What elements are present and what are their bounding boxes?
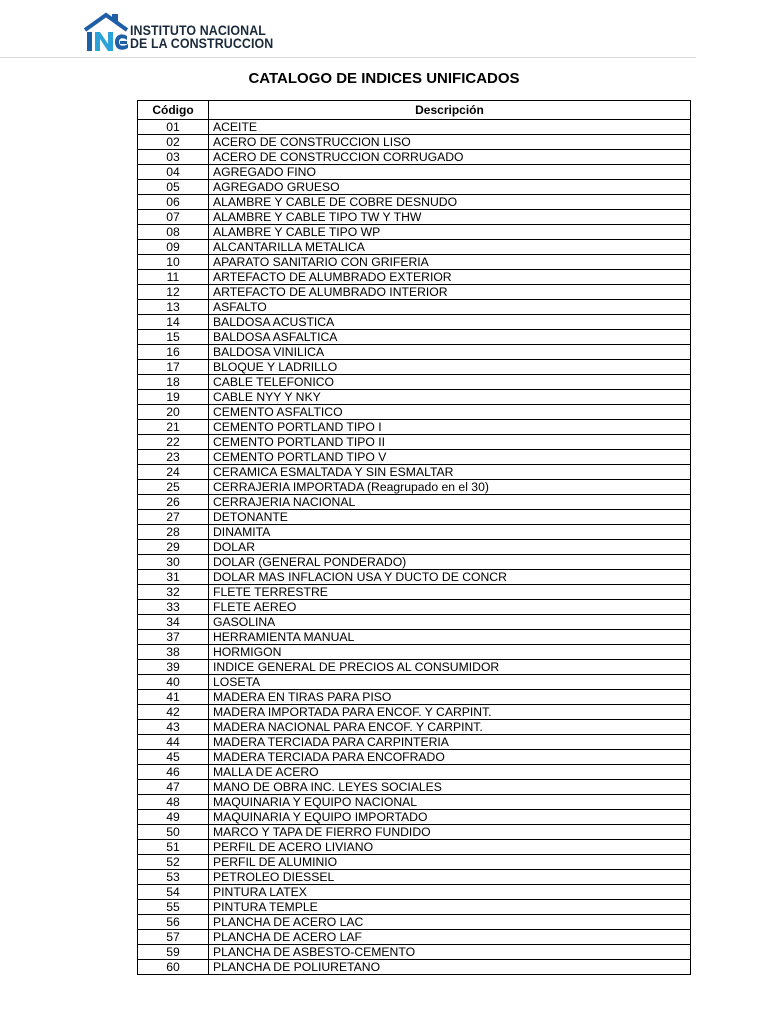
row-code: 57 [138,930,209,945]
row-description: CEMENTO PORTLAND TIPO V [209,450,691,465]
table-row [138,825,691,840]
table-row [138,660,691,675]
table-row [138,525,691,540]
column-header-code: Código [138,101,209,120]
table-row [138,375,691,390]
row-code: 14 [138,315,209,330]
table-row [138,435,691,450]
row-code: 17 [138,360,209,375]
organization-name-line1: INSTITUTO NACIONAL [130,23,266,38]
row-description: MADERA IMPORTADA PARA ENCOF. Y CARPINT. [209,705,691,720]
row-description: CABLE TELEFONICO [209,375,691,390]
row-description: MALLA DE ACERO [209,765,691,780]
table-row [138,840,691,855]
indices-table [137,100,691,975]
row-code: 26 [138,495,209,510]
row-description: MANO DE OBRA INC. LEYES SOCIALES [209,780,691,795]
row-code: 45 [138,750,209,765]
table-row [138,495,691,510]
row-description: PINTURA LATEX [209,885,691,900]
row-code: 31 [138,570,209,585]
table-row [138,420,691,435]
organization-name [130,25,273,50]
row-code: 24 [138,465,209,480]
table-row [138,285,691,300]
row-code: 56 [138,915,209,930]
table-row [138,765,691,780]
row-code: 34 [138,615,209,630]
table-row [138,720,691,735]
row-description: CERRAJERIA NACIONAL [209,495,691,510]
row-description: CEMENTO ASFALTICO [209,405,691,420]
table-row [138,930,691,945]
table-row [138,615,691,630]
table-row [138,180,691,195]
row-description: MAQUINARIA Y EQUIPO NACIONAL [209,795,691,810]
table-header-row [138,101,691,120]
row-code: 19 [138,390,209,405]
table-row [138,630,691,645]
row-code: 40 [138,675,209,690]
row-code: 21 [138,420,209,435]
table-row [138,465,691,480]
row-description: AGREGADO GRUESO [209,180,691,195]
row-description: DETONANTE [209,510,691,525]
row-code: 25 [138,480,209,495]
row-code: 10 [138,255,209,270]
table-row [138,135,691,150]
table-row [138,795,691,810]
row-code: 53 [138,870,209,885]
row-code: 42 [138,705,209,720]
row-code: 12 [138,285,209,300]
table-row [138,315,691,330]
row-code: 44 [138,735,209,750]
row-description: PLANCHA DE ASBESTO-CEMENTO [209,945,691,960]
row-code: 09 [138,240,209,255]
row-description: CEMENTO PORTLAND TIPO I [209,420,691,435]
table-row [138,240,691,255]
table-row [138,390,691,405]
row-code: 11 [138,270,209,285]
row-description: PERFIL DE ACERO LIVIANO [209,840,691,855]
row-description: MADERA TERCIADA PARA ENCOFRADO [209,750,691,765]
row-description: DOLAR MAS INFLACION USA Y DUCTO DE CONCR [209,570,691,585]
row-description: GASOLINA [209,615,691,630]
table-row [138,705,691,720]
row-description: ACERO DE CONSTRUCCION CORRUGADO [209,150,691,165]
row-code: 27 [138,510,209,525]
row-code: 23 [138,450,209,465]
row-code: 29 [138,540,209,555]
table-row [138,900,691,915]
row-description: ACERO DE CONSTRUCCION LISO [209,135,691,150]
row-description: AGREGADO FINO [209,165,691,180]
row-description: CERAMICA ESMALTADA Y SIN ESMALTAR [209,465,691,480]
row-code: 32 [138,585,209,600]
ine-house-logo-icon [82,12,130,54]
row-description: ARTEFACTO DE ALUMBRADO EXTERIOR [209,270,691,285]
table-row [138,150,691,165]
row-description: ARTEFACTO DE ALUMBRADO INTERIOR [209,285,691,300]
table-row [138,330,691,345]
column-header-description: Descripción [209,101,691,120]
row-description: BALDOSA ACUSTICA [209,315,691,330]
row-description: MADERA NACIONAL PARA ENCOF. Y CARPINT. [209,720,691,735]
row-code: 05 [138,180,209,195]
table-row [138,810,691,825]
table-row [138,120,691,135]
row-code: 51 [138,840,209,855]
row-description: CEMENTO PORTLAND TIPO II [209,435,691,450]
table-row [138,510,691,525]
table-row [138,300,691,315]
row-code: 50 [138,825,209,840]
table-row [138,780,691,795]
row-code: 55 [138,900,209,915]
row-code: 01 [138,120,209,135]
row-description: BLOQUE Y LADRILLO [209,360,691,375]
row-description: DOLAR (GENERAL PONDERADO) [209,555,691,570]
row-description: HORMIGON [209,645,691,660]
table-row [138,885,691,900]
table-row [138,960,691,975]
row-code: 43 [138,720,209,735]
row-description: LOSETA [209,675,691,690]
table-row [138,675,691,690]
table-row [138,165,691,180]
table-row [138,870,691,885]
table-row [138,195,691,210]
row-description: ALCANTARILLA METALICA [209,240,691,255]
table-row [138,450,691,465]
row-description: APARATO SANITARIO CON GRIFERIA [209,255,691,270]
table-row [138,585,691,600]
row-description: FLETE AEREO [209,600,691,615]
table-row [138,225,691,240]
row-code: 18 [138,375,209,390]
row-code: 46 [138,765,209,780]
row-code: 02 [138,135,209,150]
row-description: ALAMBRE Y CABLE TIPO WP [209,225,691,240]
document-title: CATALOGO DE INDICES UNIFICADOS [248,70,520,87]
row-description: INDICE GENERAL DE PRECIOS AL CONSUMIDOR [209,660,691,675]
row-description: PETROLEO DIESSEL [209,870,691,885]
row-code: 52 [138,855,209,870]
table-row [138,270,691,285]
row-code: 06 [138,195,209,210]
table-row [138,360,691,375]
table-row [138,255,691,270]
row-code: 07 [138,210,209,225]
row-description: PINTURA TEMPLE [209,900,691,915]
row-code: 20 [138,405,209,420]
row-description: BALDOSA VINILICA [209,345,691,360]
table-row [138,945,691,960]
row-description: MARCO Y TAPA DE FIERRO FUNDIDO [209,825,691,840]
table-row [138,855,691,870]
table-row [138,645,691,660]
table-row [138,600,691,615]
organization-name-line2: DE LA CONSTRUCCION [130,35,274,51]
row-code: 28 [138,525,209,540]
table-row [138,540,691,555]
row-code: 03 [138,150,209,165]
table-row [138,345,691,360]
row-code: 13 [138,300,209,315]
table-row [138,690,691,705]
table-body [138,120,691,975]
row-code: 41 [138,690,209,705]
row-description: MADERA EN TIRAS PARA PISO [209,690,691,705]
row-code: 37 [138,630,209,645]
row-description: FLETE TERRESTRE [209,585,691,600]
row-code: 16 [138,345,209,360]
table-row [138,480,691,495]
header-divider [0,57,696,58]
row-code: 60 [138,960,209,975]
table-row [138,210,691,225]
row-description: CABLE NYY Y NKY [209,390,691,405]
row-description: BALDOSA ASFALTICA [209,330,691,345]
row-description: MADERA TERCIADA PARA CARPINTERIA [209,735,691,750]
row-description: PERFIL DE ALUMINIO [209,855,691,870]
row-description: MAQUINARIA Y EQUIPO IMPORTADO [209,810,691,825]
row-code: 48 [138,795,209,810]
table-row [138,570,691,585]
table-row [138,915,691,930]
row-description: ASFALTO [209,300,691,315]
row-description: PLANCHA DE POLIURETANO [209,960,691,975]
table-row [138,405,691,420]
table-row [138,735,691,750]
page-header [0,0,768,58]
table-row [138,750,691,765]
row-code: 54 [138,885,209,900]
row-code: 47 [138,780,209,795]
row-description: PLANCHA DE ACERO LAC [209,915,691,930]
row-description: DOLAR [209,540,691,555]
row-code: 08 [138,225,209,240]
row-code: 15 [138,330,209,345]
row-description: CERRAJERIA IMPORTADA (Reagrupado en el 30) [209,480,691,495]
table-row [138,555,691,570]
row-description: ACEITE [209,120,691,135]
row-description: HERRAMIENTA MANUAL [209,630,691,645]
row-description: DINAMITA [209,525,691,540]
row-description: ALAMBRE Y CABLE DE COBRE DESNUDO [209,195,691,210]
row-code: 30 [138,555,209,570]
row-code: 38 [138,645,209,660]
row-code: 39 [138,660,209,675]
row-code: 59 [138,945,209,960]
row-code: 49 [138,810,209,825]
row-description: PLANCHA DE ACERO LAF [209,930,691,945]
row-code: 22 [138,435,209,450]
row-description: ALAMBRE Y CABLE TIPO TW Y THW [209,210,691,225]
row-code: 04 [138,165,209,180]
row-code: 33 [138,600,209,615]
